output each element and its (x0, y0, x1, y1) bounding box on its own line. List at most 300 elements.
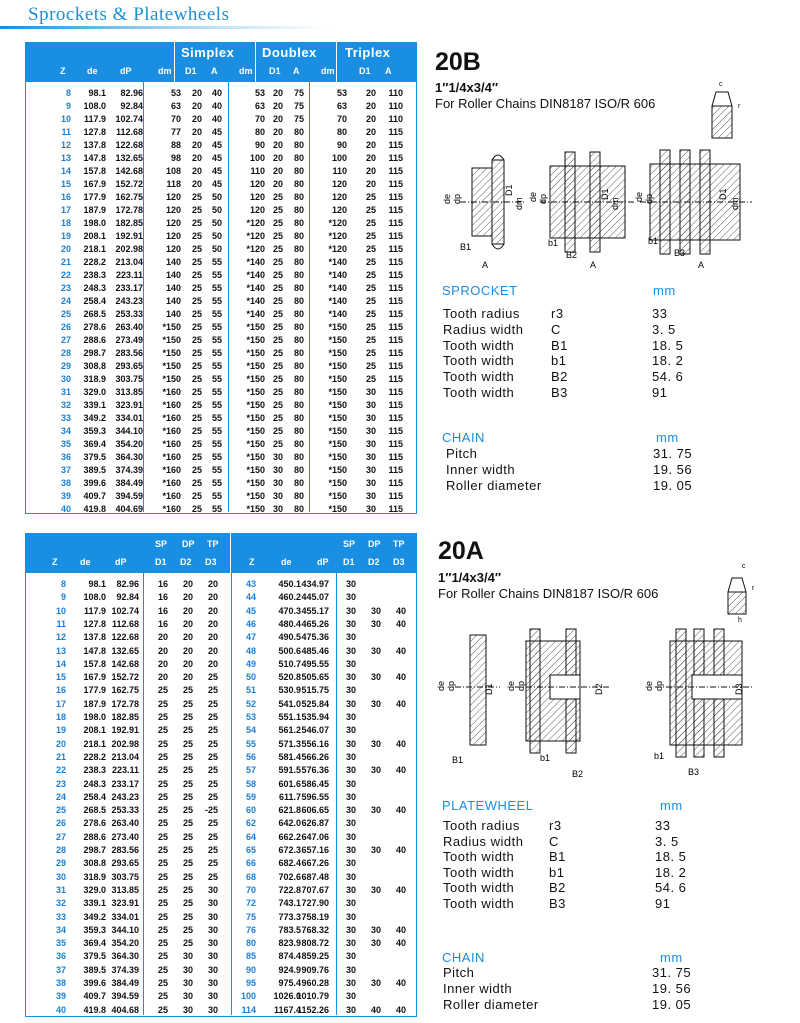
table-cell: 30 (55, 871, 66, 882)
table-cell: *150 (162, 322, 181, 332)
table-cell: 8 (65, 88, 71, 98)
table-cell: 45 (211, 153, 222, 163)
table-cell: 30 (365, 439, 376, 449)
table-cell: 647.06 (301, 831, 329, 842)
table-cell: 110 (388, 101, 403, 111)
table-cell: 339.1 (83, 400, 106, 410)
table-cell: 20 (365, 101, 376, 111)
table-cell: 25 (157, 725, 168, 736)
table-cell: 18 (55, 712, 66, 722)
table-row (26, 832, 416, 844)
table-cell: 40 (395, 672, 406, 683)
table-cell: 137.8 (83, 140, 106, 150)
table-cell: 30 (370, 924, 381, 935)
table-cell: 25 (182, 924, 193, 935)
table-cell: 20 (191, 114, 202, 124)
table-row (26, 765, 416, 777)
table-cell: 25 (157, 738, 168, 749)
table-cell: 329.0 (83, 884, 106, 895)
table-cell: 960.28 (301, 978, 329, 988)
table-cell: 591.5 (278, 765, 301, 776)
table-cell: 263.40 (111, 818, 139, 829)
table-cell: *160 (162, 400, 181, 410)
table-cell: 80 (293, 452, 304, 462)
table-cell: 30 (345, 658, 356, 669)
table-cell: 40 (211, 88, 222, 98)
table-cell: 20 (182, 592, 193, 603)
table-cell: 72 (245, 898, 256, 909)
table-cell: 25 (60, 309, 71, 319)
table-cell: 30 (365, 426, 376, 436)
table-cell: 55 (211, 478, 222, 488)
table-cell: *150 (246, 322, 265, 332)
table-row (26, 592, 416, 604)
table-cell: 374.39 (115, 465, 143, 475)
table-cell: 25 (365, 244, 376, 254)
table-cell: *120 (328, 231, 347, 241)
chain-prop-value: 31. 75 (652, 965, 692, 980)
table-cell: 25 (365, 270, 376, 280)
table-cell: 80 (293, 205, 304, 215)
table-cell: 924.9 (278, 964, 301, 975)
table-cell: 25 (157, 924, 168, 935)
table-cell: 68 (245, 871, 256, 882)
table-cell: *150 (246, 439, 265, 449)
table-cell: 45 (211, 179, 222, 189)
table-cell: 238.3 (83, 765, 106, 776)
table-cell: 110 (388, 88, 403, 98)
table-cell: 115 (388, 439, 403, 449)
table-cell: 25 (191, 257, 202, 267)
table-cell: 25 (272, 257, 283, 267)
table-cell: 323.91 (111, 898, 139, 909)
table-cell: 157.8 (83, 658, 106, 669)
table-cell: 30 (182, 964, 193, 975)
table-cell: 25 (191, 465, 202, 475)
chain-prop-name: Pitch (446, 446, 478, 461)
prop-value: 54. 6 (655, 880, 687, 896)
table-cell: 30 (365, 465, 376, 475)
table-row (26, 166, 416, 178)
table-cell: 611.7 (278, 791, 301, 802)
table-cell: 115 (388, 426, 403, 436)
table-cell: 25 (272, 322, 283, 332)
table-row (26, 872, 416, 884)
table-cell: 16 (157, 618, 168, 629)
table-cell: 318.9 (83, 871, 106, 882)
table-cell: *160 (162, 478, 181, 488)
table-cell: 25 (182, 685, 193, 696)
table-cell: 100 (331, 153, 347, 163)
svg-text:de: de (528, 191, 538, 202)
table-cell: 115 (388, 257, 403, 267)
table-cell: 120 (331, 205, 347, 215)
table-cell: 108.0 (83, 592, 106, 603)
table-cell: 122.68 (111, 632, 139, 643)
table-cell: 187.9 (83, 205, 106, 215)
table-cell: 409.7 (83, 991, 106, 1002)
table-cell: 768.32 (301, 924, 329, 935)
table-cell: 115 (388, 283, 403, 293)
table-cell: 82.96 (120, 88, 143, 98)
table-cell: *140 (246, 309, 265, 319)
table-cell: 25 (182, 845, 193, 855)
table-cell: 55 (211, 283, 222, 293)
table-row (26, 951, 416, 963)
table-cell: *160 (162, 413, 181, 423)
table-cell: 30 (345, 884, 356, 895)
table-cell: 172.78 (111, 698, 139, 709)
table-cell: 369.4 (83, 439, 106, 449)
table-cell: 15 (55, 672, 66, 683)
table-cell: 318.9 (83, 374, 106, 384)
svg-text:de: de (644, 680, 654, 691)
table-cell: 218.1 (83, 244, 106, 254)
table-row (26, 348, 416, 360)
table-cell: 561.2 (278, 725, 301, 736)
table-cell: 510.7 (278, 658, 301, 669)
table-cell: 30 (207, 884, 218, 895)
table-cell: 379.5 (83, 951, 106, 962)
table-cell: 248.3 (83, 283, 106, 293)
table-row (26, 699, 416, 711)
table-cell: *150 (246, 400, 265, 410)
table-cell: 40 (395, 884, 406, 895)
table-cell: 25 (157, 778, 168, 789)
table-cell: 19 (55, 725, 66, 736)
table-cell: 192.91 (111, 725, 139, 736)
table-cell: 98.1 (88, 579, 106, 589)
table-cell: 253.33 (115, 309, 143, 319)
chain-heading-20a: CHAIN (442, 950, 485, 965)
svg-text:b1: b1 (548, 238, 559, 248)
table-cell: 874.4 (278, 951, 301, 962)
tooth-profile-20a (718, 560, 763, 625)
table-cell: 37 (60, 465, 71, 475)
table-cell: 707.67 (301, 884, 329, 895)
table-cell: 298.7 (83, 348, 106, 358)
table-cell: 30 (365, 387, 376, 397)
col-sp-a: SP (155, 539, 168, 549)
table-cell: 25 (207, 725, 218, 736)
table-cell: 404.69 (115, 504, 143, 514)
table-cell: 80 (254, 127, 265, 137)
svg-text:D3: D3 (734, 683, 744, 695)
table-cell: 117.9 (83, 114, 106, 124)
table-cell: 25 (182, 765, 193, 776)
table-row (26, 309, 416, 321)
table-cell: 80 (293, 192, 304, 202)
prop-name: Tooth radius (443, 818, 520, 833)
table-cell: 213.04 (115, 257, 143, 267)
table-cell: 33 (60, 413, 71, 423)
table-cell: 758.19 (301, 911, 329, 922)
table-row (26, 712, 416, 724)
table-cell: 25 (191, 426, 202, 436)
table-cell: 30 (365, 478, 376, 488)
prop-name: Tooth width (443, 880, 515, 896)
table-cell: 66 (245, 858, 256, 869)
table-cell: 25 (365, 335, 376, 345)
table-row (26, 192, 416, 204)
table-cell: *150 (328, 452, 347, 462)
table-cell: 51 (245, 685, 256, 696)
table-cell: 349.2 (83, 413, 106, 423)
col-d1-a: D1 (155, 557, 167, 567)
prop-symbol: B1 (549, 849, 566, 865)
table-cell: 278.6 (83, 322, 106, 332)
table-cell: 40 (211, 101, 222, 111)
table-cell: 20 (365, 179, 376, 189)
table-cell: 20 (182, 658, 193, 669)
table-cell: 25 (191, 335, 202, 345)
table-cell: 30 (207, 924, 218, 935)
table-cell: 576.36 (301, 765, 329, 776)
table-cell: *150 (246, 465, 265, 475)
table-cell: 25 (157, 978, 168, 988)
table-cell: 75 (293, 101, 304, 111)
table-row (26, 387, 416, 399)
svg-text:dp: dp (446, 680, 456, 691)
table-cell: 33 (55, 911, 66, 922)
table-cell: 25 (272, 231, 283, 241)
table-cell: 27 (60, 335, 71, 345)
table-cell: 108 (165, 166, 181, 176)
table-cell: 566.26 (301, 751, 329, 762)
table-cell: 55 (211, 426, 222, 436)
table-cell: 80 (293, 335, 304, 345)
col-de-b: de (281, 557, 292, 567)
table-row (26, 218, 416, 230)
table-cell: 30 (272, 491, 283, 501)
table-cell: 152.72 (111, 672, 139, 683)
table-cell: 55 (211, 257, 222, 267)
table-cell: 25 (182, 698, 193, 709)
table-cell: 556.16 (301, 738, 329, 749)
table-cell: 20 (272, 153, 283, 163)
svg-text:A: A (482, 260, 489, 270)
table-cell: 115 (388, 218, 403, 228)
table-cell: 25 (365, 192, 376, 202)
table-cell: 115 (388, 231, 403, 241)
table-cell: 132.65 (115, 153, 143, 163)
table-cell: 162.75 (111, 685, 139, 696)
table-cell: 30 (345, 964, 356, 975)
table-cell: 30 (345, 685, 356, 696)
table-row (26, 965, 416, 977)
table-cell: 28 (55, 845, 66, 855)
table-cell: 30 (207, 938, 218, 949)
table-cell: 25 (207, 685, 218, 696)
table-cell: 177.9 (83, 192, 106, 202)
table-cell: 404.68 (111, 1004, 139, 1015)
table-cell: 672.3 (278, 845, 301, 855)
table-cell: 25 (191, 374, 202, 384)
table-cell: 80 (293, 231, 304, 241)
table-cell: 364.30 (115, 452, 143, 462)
table-cell: *150 (328, 413, 347, 423)
table-cell: *160 (162, 504, 181, 514)
table-cell: 30 (365, 413, 376, 423)
table-cell: 40 (395, 1004, 406, 1015)
table-cell: 40 (211, 114, 222, 124)
table-cell: 15 (60, 179, 71, 189)
table-cell: 13 (60, 153, 71, 163)
table-row (26, 659, 416, 671)
table-cell: *160 (162, 452, 181, 462)
table-cell: 25 (272, 218, 283, 228)
table-cell: 419.8 (83, 1004, 106, 1015)
table-cell: 115 (388, 166, 403, 176)
table-row (26, 322, 416, 334)
table-cell: 25 (191, 400, 202, 410)
table-cell: 85 (245, 951, 256, 962)
table-cell: 25 (272, 348, 283, 358)
table-cell: 25 (207, 672, 218, 683)
table-cell: 80 (293, 361, 304, 371)
table-cell: 53 (336, 88, 347, 98)
table-cell: 47 (245, 632, 256, 643)
table-row (26, 898, 416, 910)
chain-prop-name: Inner width (446, 462, 516, 477)
table-cell: *150 (246, 335, 265, 345)
col-dp2-a: DP (182, 539, 195, 549)
table-cell: 25 (207, 778, 218, 789)
col-z-a: Z (52, 557, 58, 567)
prop-value: 18. 2 (655, 864, 687, 880)
table-row (26, 244, 416, 256)
table-cell: 20 (272, 179, 283, 189)
table-cell: 25 (182, 805, 193, 816)
table-row (26, 938, 416, 950)
table-cell: 10 (55, 605, 66, 616)
table-cell: 505.65 (301, 672, 329, 683)
table-cell: 20 (365, 114, 376, 124)
table-cell: 110 (250, 166, 265, 176)
table-cell: 30 (345, 898, 356, 909)
table-cell: *150 (246, 426, 265, 436)
table-cell: 30 (60, 374, 71, 384)
table-cell: 25 (182, 911, 193, 922)
table-cell: 25 (272, 192, 283, 202)
table-cell: 115 (388, 322, 403, 332)
table-cell: 12 (60, 140, 71, 150)
table-cell: 25 (207, 698, 218, 709)
table-cell: 182.85 (111, 712, 139, 722)
table-cell: *120 (328, 244, 347, 254)
table-cell: 9 (60, 592, 66, 603)
table-row (26, 978, 416, 990)
table-cell: 55 (211, 452, 222, 462)
table-cell: 20 (182, 645, 193, 656)
table-cell: 187.9 (83, 698, 106, 709)
table-cell: 36 (60, 452, 71, 462)
table-cell: 500.6 (278, 645, 301, 656)
table-cell: 92.84 (116, 592, 139, 603)
table-cell: 1167.4 (273, 1004, 301, 1015)
table-cell: 25 (191, 283, 202, 293)
table-cell: 25 (272, 335, 283, 345)
table-cell: 389.5 (83, 465, 106, 475)
table-cell: 75 (293, 114, 304, 124)
table-cell: 147.8 (83, 645, 106, 656)
table-cell: 80 (293, 140, 304, 150)
table-cell: 20 (207, 632, 218, 643)
table-cell: 112.68 (115, 127, 143, 137)
table-cell: 460.2 (278, 592, 301, 603)
table-cell: 120 (165, 218, 181, 228)
table-cell: *150 (162, 348, 181, 358)
table-cell: 110 (388, 114, 403, 124)
table-cell: 25 (365, 296, 376, 306)
table-cell: *150 (162, 361, 181, 371)
table-cell: 9 (65, 101, 71, 111)
table-cell: 65 (245, 845, 256, 855)
table-cell: 25 (157, 751, 168, 762)
table-cell: *150 (328, 348, 347, 358)
table-cell: 12 (55, 632, 66, 643)
table-cell: 21 (60, 257, 71, 267)
svg-text:b1: b1 (654, 751, 665, 761)
table-cell: 90 (245, 964, 256, 975)
table-cell: 359.3 (83, 924, 106, 935)
table-cell: 30 (182, 978, 193, 988)
table-cell: 39 (55, 991, 66, 1002)
platewheel-heading: PLATEWHEEL (442, 798, 534, 813)
chain-prop-name: Inner width (443, 981, 513, 996)
table-cell: 16 (157, 592, 168, 603)
table-cell: 233.17 (115, 283, 143, 293)
table-cell: 80 (293, 504, 304, 514)
svg-text:r: r (738, 103, 741, 110)
table-20a-body (25, 573, 417, 1017)
table-cell: 40 (395, 765, 406, 776)
group-triplex: Triplex (345, 45, 391, 60)
table-cell: 30 (370, 605, 381, 616)
table-cell: 20 (191, 166, 202, 176)
table-cell: 25 (191, 361, 202, 371)
table-cell: 25 (157, 831, 168, 842)
table-cell: 80 (293, 400, 304, 410)
table-cell: 59 (245, 791, 256, 802)
table-cell: 162.75 (115, 192, 143, 202)
table-cell: *140 (328, 283, 347, 293)
table-cell: 364.30 (111, 951, 139, 962)
table-cell: 25 (365, 283, 376, 293)
prop-name: Tooth width (443, 337, 515, 353)
table-cell: 50 (211, 205, 222, 215)
table-cell: 25 (191, 205, 202, 215)
table-cell: 30 (370, 672, 381, 683)
sprocket-unit: mm (653, 283, 676, 298)
table-row (26, 465, 416, 477)
table-cell: 25 (157, 1004, 168, 1015)
table-cell: 115 (388, 504, 403, 514)
table-cell: 30 (345, 858, 356, 869)
table-cell: 140 (165, 270, 181, 280)
table-cell: *120 (328, 218, 347, 228)
table-row (26, 1005, 416, 1017)
title-underline (0, 26, 330, 29)
table-cell: *150 (328, 322, 347, 332)
table-row (26, 991, 416, 1003)
prop-symbol: b1 (549, 864, 565, 880)
col-d1-s: D1 (185, 66, 197, 76)
table-cell: 45 (211, 166, 222, 176)
table-cell: 384.49 (111, 978, 139, 988)
chain-prop-value: 19. 56 (653, 462, 693, 477)
table-cell: 30 (345, 911, 356, 922)
